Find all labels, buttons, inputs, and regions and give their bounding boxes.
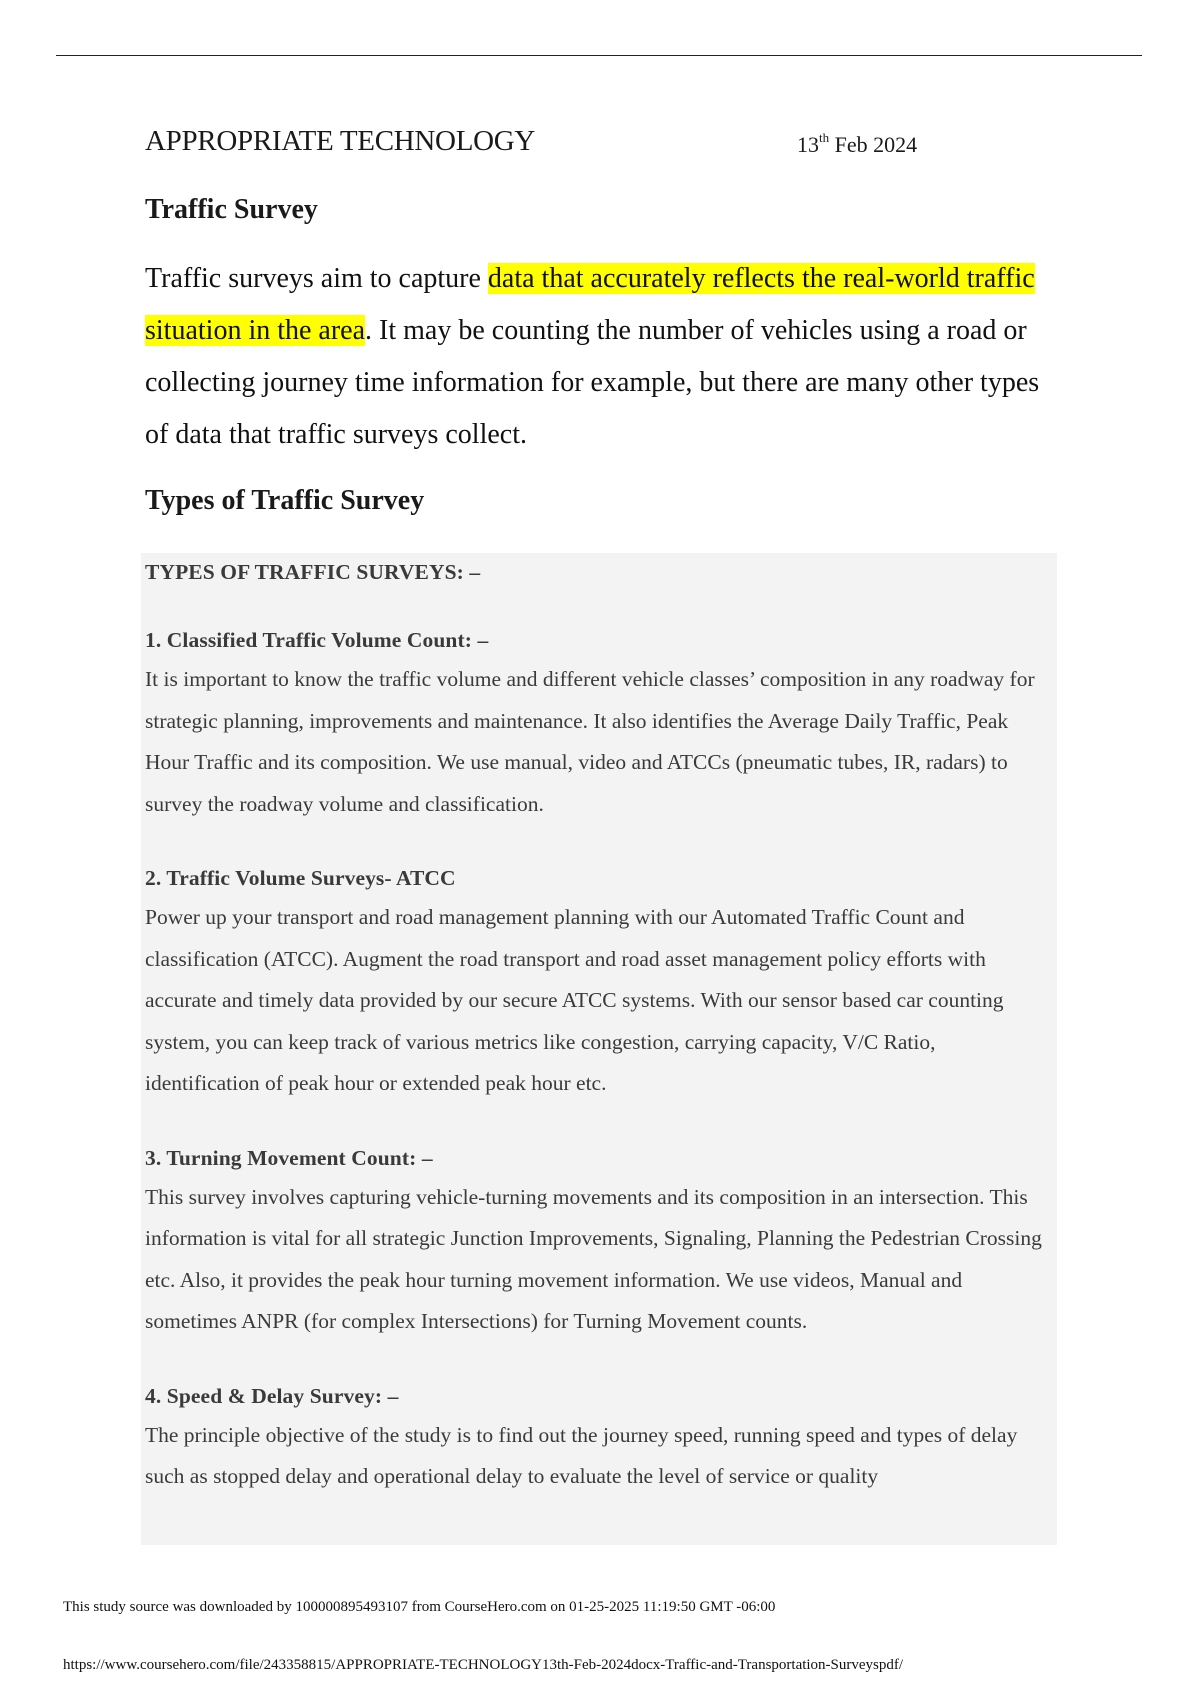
survey-types-box <box>141 553 1057 1545</box>
section-heading-traffic-survey: Traffic Survey <box>145 194 318 225</box>
survey-type-title: 4. Speed & Delay Survey: – <box>145 1383 399 1408</box>
intro-text-end: . It may be counting the number of vehicles using a road or collecting journey time information for example, but there are many other types of data that traffic surveys collect. <box>145 315 1040 450</box>
survey-type-body: Power up your transport and road management planning with our Automated Traffic Count and classification (ATCC). Augment the road transport and road asset management policy efforts with accurate and timely data provided by our secure ATCC systems. With our sensor based car counting system, you can keep track of various metrics like congestion, carrying capacity, V/C Ratio, identification of peak hour or extended peak hour etc. <box>145 905 1004 1095</box>
intro-text-start: Traffic surveys aim to capture <box>145 263 488 294</box>
date-day: 13 <box>797 132 819 157</box>
box-heading: TYPES OF TRAFFIC SURVEYS: – <box>145 560 481 584</box>
survey-type-body: It is important to know the traffic volume and different vehicle classes’ composition in any roadway for strategic planning, improvements and maintenance. It also identifies the Average Daily Traffic, Peak Hour Traffic and its composition. We use manual, video and ATCCs (pneumatic tubes, IR, radars) to survey the roadway volume and classification. <box>145 667 1035 816</box>
survey-type-body: This survey involves capturing vehicle-turning movements and its composition in an intersection. This information is vital for all strategic Junction Improvements, Signaling, Planning the Pedestrian Crossing etc. Also, it provides the peak hour turning movement information. We use videos, Manual and sometimes ANPR (for complex Intersections) for Turning Movement counts. <box>145 1184 1042 1333</box>
section-heading-types: Types of Traffic Survey <box>145 485 425 516</box>
intro-paragraph <box>145 253 1045 461</box>
download-notice: This study source was downloaded by 100000895493107 from CourseHero.com on 01-25-2025 11:19:50 GMT -06:00 <box>63 1599 776 1615</box>
survey-type-section <box>145 1143 1057 1343</box>
document-date <box>797 132 917 158</box>
survey-type-section <box>145 1381 1057 1498</box>
survey-type-section <box>145 625 1057 825</box>
source-url[interactable]: https://www.coursehero.com/file/243358815/APPROPRIATE-TECHNOLOGY13th-Feb-2024docx-Traffic-and-Transportation-Surveyspdf/ <box>63 1657 904 1673</box>
course-title: APPROPRIATE TECHNOLOGY <box>145 125 536 157</box>
intro-highlighted-text: data that accurately reflects the real-world traffic situation in the area <box>145 263 1035 346</box>
survey-type-body: The principle objective of the study is to find out the journey speed, running speed and types of delay such as stopped delay and operational delay to evaluate the level of service or quality <box>145 1422 1018 1488</box>
survey-type-title: 2. Traffic Volume Surveys- ATCC <box>145 866 456 890</box>
survey-type-title: 3. Turning Movement Count: – <box>145 1145 433 1170</box>
survey-type-title: 1. Classified Traffic Volume Count: – <box>145 628 489 652</box>
date-suffix: th <box>819 130 830 145</box>
date-rest: Feb 2024 <box>829 132 918 157</box>
header-rule <box>56 55 1142 56</box>
survey-type-section <box>145 863 1057 1105</box>
